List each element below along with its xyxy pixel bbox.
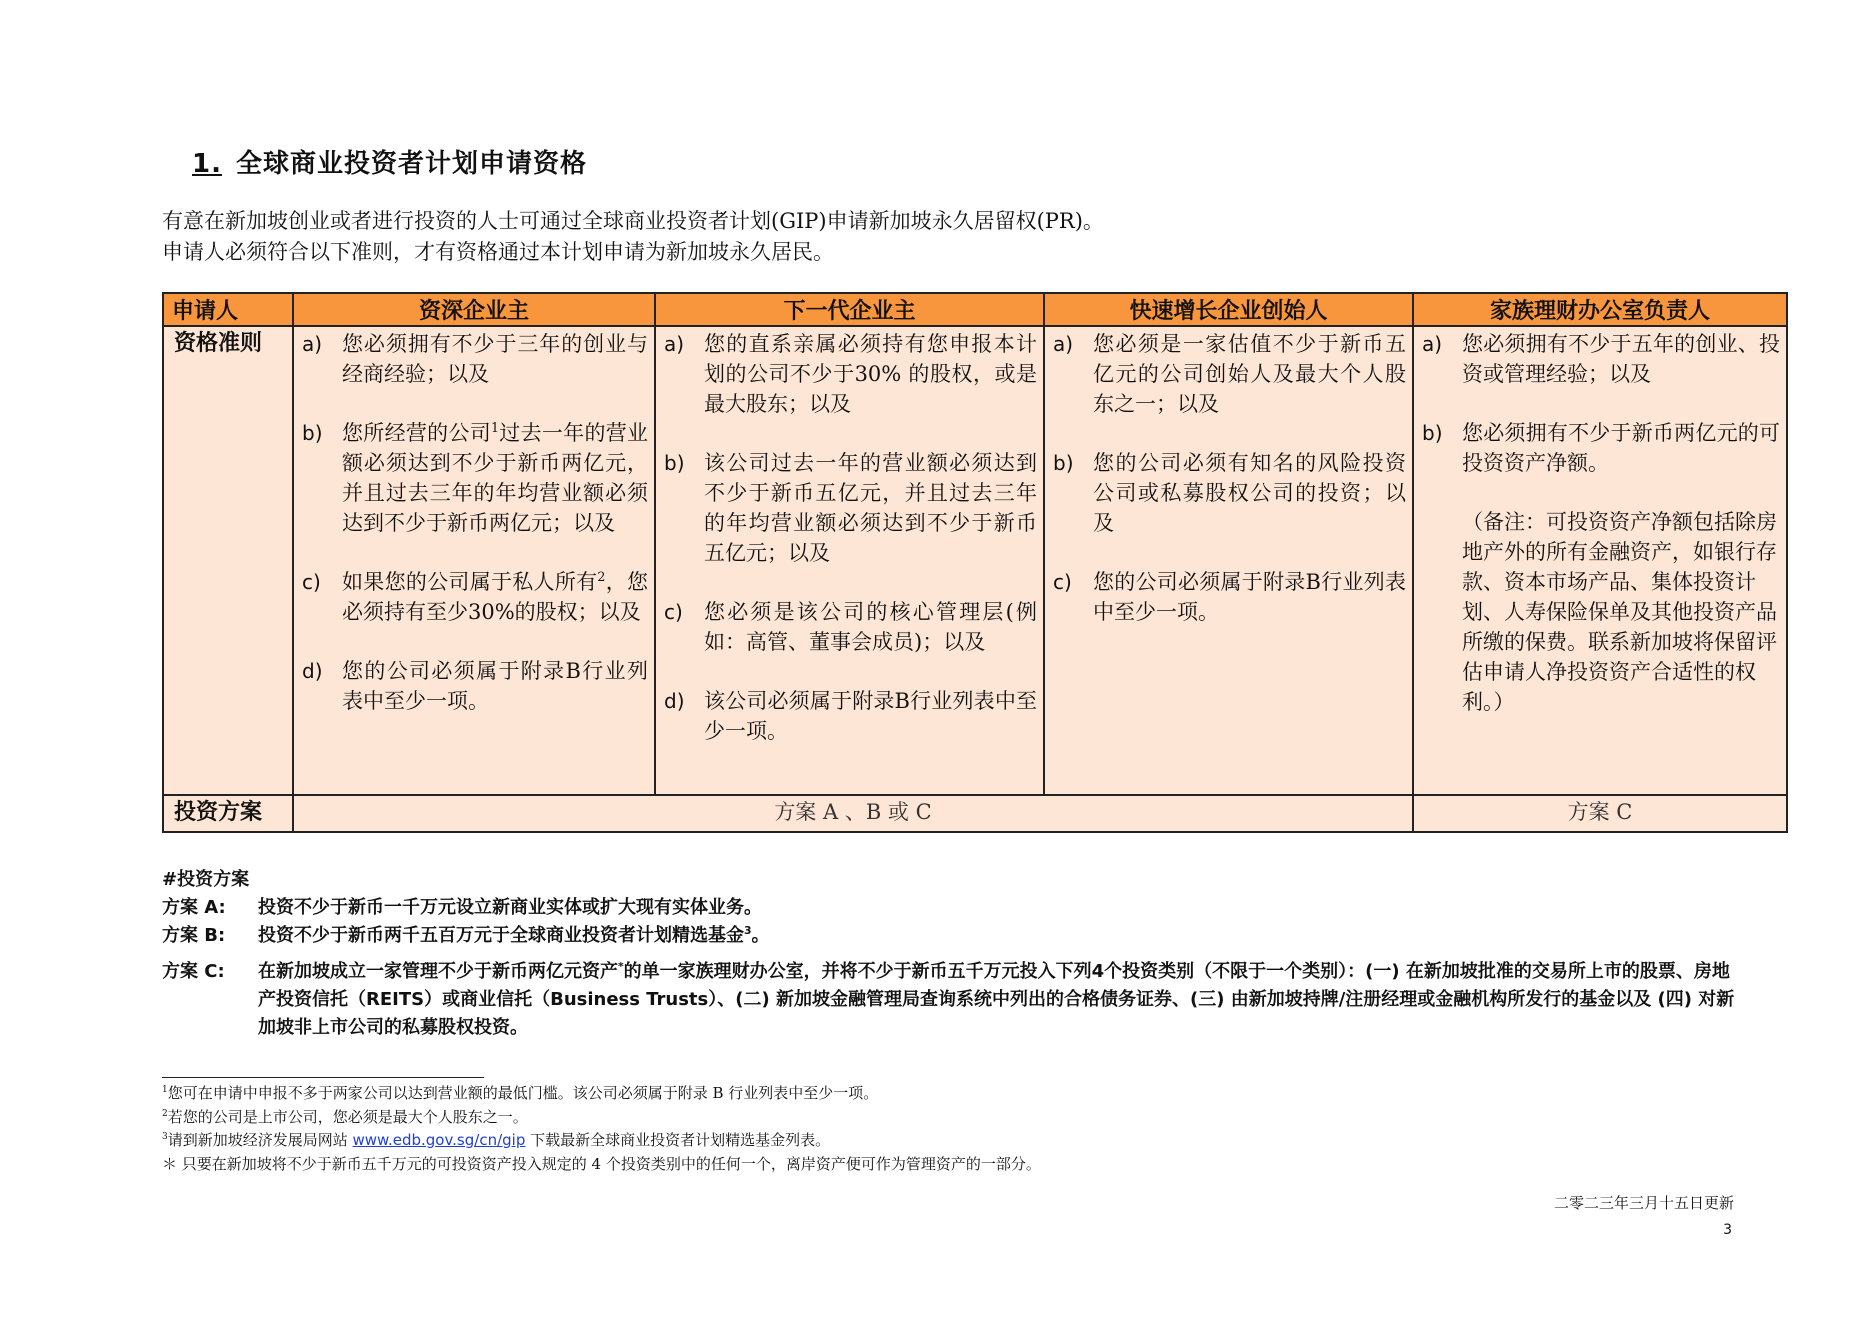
footnote-1: $^1$您可在申请中申报不多于两家公司以达到营业额的最低门槛。该公司必须属于附录 B 行业列表中至少一项。	[162, 1084, 879, 1102]
plan-b-text: 投资不少于新币两千五百万元于全球商业投资者计划精选基金$^3$。	[258, 924, 770, 946]
item-marker: a)	[1053, 332, 1074, 356]
criteria-next-gen-owner	[655, 326, 1044, 795]
section-title: 全球商业投资者计划申请资格	[235, 149, 587, 179]
item-marker: d)	[302, 659, 323, 683]
footnote-asterisk: ＊ 只要在新加坡将不少于新币五千万元的可投资资产投入规定的 4 个投资类别中的任何一个，离岸资产便可作为管理资产的一部分。	[162, 1154, 1041, 1173]
footnote-ref: 1	[491, 420, 500, 435]
plan-abc-cell: 方案 A 、B 或 C	[293, 795, 1413, 832]
intro-line: 申请人必须符合以下准则，才有资格通过本计划申请为新加坡永久居民。	[162, 240, 834, 264]
item-text: 您所经营的公司$^1$过去一年的营业额必须达到不少于新币两亿元，并且过去三年的年均营业额必须达到不少于新币两亿元；以及	[342, 420, 649, 535]
item-marker: b)	[1422, 421, 1443, 445]
footnotes	[162, 1082, 1041, 1176]
updated-date: 二零二三年三月十五日更新	[1553, 1194, 1734, 1212]
item-text: 如果您的公司属于私人所有$^2$，您必须持有至少30%的股权；以及	[342, 569, 649, 624]
item-text: 您必须是该公司的核心管理层(例如：高管、董事会成员)；以及	[704, 600, 1037, 654]
section-heading	[192, 143, 587, 180]
header-applicant: 申请人	[163, 293, 293, 326]
item-marker: a)	[1422, 332, 1443, 356]
item-marker: d)	[664, 689, 685, 713]
criteria-item	[664, 329, 1037, 419]
criteria-item	[1053, 448, 1406, 538]
criteria-item	[664, 686, 1037, 746]
item-text: 您必须是一家估值不少于新币五亿元的公司创始人及最大个人股东之一；以及	[1093, 332, 1406, 416]
header-fast-growth-founder: 快速增长企业创始人	[1044, 293, 1413, 326]
investment-plan-row	[163, 795, 1787, 832]
plan-c-label: 方案 C:	[162, 961, 225, 982]
edb-gip-link[interactable]: www.edb.gov.sg/cn/gip	[352, 1131, 526, 1149]
criteria-item	[302, 656, 648, 716]
footnote-ref: 3	[744, 924, 752, 937]
item-marker: b)	[1053, 451, 1074, 475]
item-marker: a)	[664, 332, 685, 356]
criteria-fast-growth-founder	[1044, 326, 1413, 795]
criteria-item	[1422, 418, 1780, 478]
plan-a	[162, 894, 1742, 922]
plan-label: 投资方案	[163, 795, 293, 832]
criteria-item	[302, 329, 648, 389]
investment-plans	[162, 866, 1742, 1042]
item-text: 您的公司必须属于附录B行业列表中至少一项。	[1093, 570, 1406, 624]
item-marker: b)	[302, 421, 323, 445]
eligibility-table	[162, 292, 1788, 833]
criteria-item	[1053, 567, 1406, 627]
criteria-item	[302, 418, 648, 538]
intro-line: 有意在新加坡创业或者进行投资的人士可通过全球商业投资者计划(GIP)申请新加坡永久居留权(PR)。	[162, 209, 1104, 233]
item-text: 该公司必须属于附录B行业列表中至少一项。	[704, 689, 1037, 743]
plan-b	[162, 922, 1742, 950]
table-header-row	[163, 293, 1787, 326]
item-marker: c)	[302, 570, 321, 594]
footnote-ref: 2	[597, 569, 606, 584]
item-marker: a)	[302, 332, 323, 356]
family-office-note: （备注：可投资资产净额包括除房地产外的所有金融资产，如银行存款、资本市场产品、集体投资计划、人寿保险保单及其他投资产品所缴的保费。联系新加坡将保留评估申请人净投资资产合适性的权利。）	[1462, 510, 1777, 714]
item-text: 您必须拥有不少于新币两亿元的可投资资产净额。	[1462, 421, 1780, 475]
header-family-office-principal: 家族理财办公室负责人	[1413, 293, 1787, 326]
plan-a-label: 方案 A:	[162, 897, 226, 918]
plan-a-text: 投资不少于新币一千万元设立新商业实体或扩大现有实体业务。	[258, 897, 762, 918]
plans-title: #投资方案	[162, 869, 250, 890]
page-number: 3	[1723, 1222, 1732, 1238]
intro-paragraph	[162, 206, 1104, 268]
criteria-item	[302, 567, 648, 627]
item-text: 您必须拥有不少于五年的创业、投资或管理经验；以及	[1462, 332, 1780, 386]
criteria-family-office-principal	[1413, 326, 1787, 795]
criteria-item	[1053, 329, 1406, 419]
criteria-established-owner	[293, 326, 655, 795]
criteria-label: 资格准则	[163, 326, 293, 795]
item-marker: c)	[1053, 570, 1072, 594]
plan-c	[162, 958, 1742, 1042]
item-text: 您必须拥有不少于三年的创业与经商经验；以及	[342, 332, 648, 386]
footnote-3: $^3$请到新加坡经济发展局网站 www.edb.gov.sg/cn/gip 下载最新全球商业投资者计划精选基金列表。	[162, 1131, 831, 1149]
plan-c-cell: 方案 C	[1413, 795, 1787, 832]
criteria-row	[163, 326, 1787, 795]
item-text: 您的公司必须属于附录B行业列表中至少一项。	[342, 659, 648, 713]
item-marker: c)	[664, 600, 683, 624]
criteria-item	[664, 448, 1037, 568]
item-marker: b)	[664, 451, 685, 475]
header-next-gen-owner: 下一代企业主	[655, 293, 1044, 326]
header-established-owner: 资深企业主	[293, 293, 655, 326]
footnote-2: $^2$若您的公司是上市公司，您必须是最大个人股东之一。	[162, 1107, 528, 1126]
item-text: 您的直系亲属必须持有您申报本计划的公司不少于30% 的股权，或是最大股东；以及	[704, 332, 1037, 416]
item-text: 您的公司必须有知名的风险投资公司或私募股权公司的投资；以及	[1093, 451, 1406, 535]
plan-b-label: 方案 B:	[162, 925, 226, 946]
section-number: 1.	[192, 149, 222, 179]
criteria-item	[664, 597, 1037, 657]
criteria-item	[1422, 329, 1780, 389]
footnote-divider	[162, 1077, 484, 1078]
footnote-ref: *	[618, 960, 624, 973]
plan-c-text: 在新加坡成立一家管理不少于新币两亿元资产*的单一家族理财办公室，并将不少于新币五千万元投入下列4个投资类别（不限于一个类别）：(一) 在新加坡批准的交易所上市的股票、房地产投资信托（REITS）或商业信托（Business Trusts）、(二) 新加坡金融管理局查询系统中列出的合格债务证券、(三) 由新加坡持牌/注册经理或金融机构所发行的基金以及 (四) 对新加坡非上市公司的私募股权投资。	[258, 960, 1735, 1038]
item-text: 该公司过去一年的营业额必须达到不少于新币五亿元，并且过去三年的年均营业额必须达到不少于新币五亿元；以及	[704, 451, 1037, 565]
